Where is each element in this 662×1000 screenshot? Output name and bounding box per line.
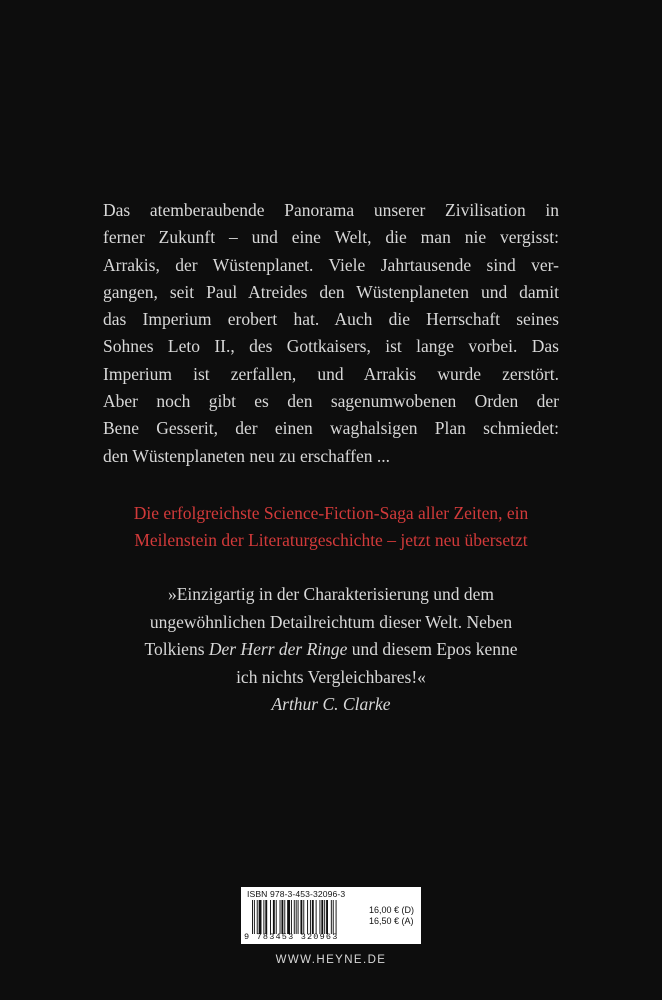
review-quote [60, 581, 602, 719]
tagline-line: Die erfolgreichste Science-Fiction-Saga aller Zeiten, ein [133, 503, 529, 523]
barcode-bar [259, 900, 262, 934]
blurb-line: Aber noch gibt es den sagenumwobenen Orden der [103, 391, 559, 412]
blurb-line: gangen, seit Paul Atreides den Wüstenplaneten und damit [103, 281, 559, 302]
barcode-bar [276, 900, 277, 934]
blurb-line: Arrakis, der Wüstenplanet. Viele Jahrtausende sind ver- [103, 254, 559, 275]
barcode-label [241, 887, 421, 944]
barcode-bar [324, 900, 325, 934]
tagline [60, 500, 602, 555]
blurb-line: Bene Gesserit, der einen waghalsigen Plan schmiedet: [103, 418, 559, 439]
barcode-bar [303, 900, 304, 934]
barcode-bar [310, 900, 311, 934]
barcode-bar [319, 900, 320, 934]
blurb-line: ferner Zukunft – und eine Welt, die man nie vergisst: [103, 227, 559, 248]
barcode-bar [336, 900, 337, 934]
blurb-line: Sohnes Leto II., des Gottkaisers, ist lange vorbei. Das [103, 336, 559, 357]
quote-text: Tolkiens [144, 639, 209, 660]
barcode-bar [287, 900, 290, 934]
barcode-bar [300, 900, 302, 934]
barcode-bar [331, 900, 332, 934]
barcode-bar [284, 900, 285, 934]
barcode-bar [307, 900, 308, 934]
barcode-bar [257, 900, 258, 934]
blurb-line: den Wüstenplaneten neu zu erschaffen ... [103, 445, 391, 466]
blurb-text [103, 197, 559, 470]
barcode-digits: 9 783453 320963 [244, 932, 339, 942]
barcode-bar [296, 900, 297, 934]
barcode-bar [333, 900, 334, 934]
barcode-bar [280, 900, 281, 934]
barcode-bars [252, 900, 364, 934]
blurb-line: Das atemberaubende Panorama unserer Zivilisation in [103, 200, 559, 220]
price-austria: 16,50 € (A) [369, 916, 414, 926]
quote-line: »Einzigartig in der Charakterisierung und dem [167, 584, 495, 604]
barcode-bar [291, 900, 292, 934]
quote-author [60, 691, 602, 719]
barcode-bar [312, 900, 314, 934]
barcode-bar [273, 900, 275, 934]
tagline-line: Meilenstein der Literaturgeschichte – jetzt neu übersetzt [134, 530, 528, 551]
barcode-bar [263, 900, 264, 934]
publisher-website[interactable]: WWW.HEYNE.DE [275, 954, 387, 966]
quote-line: ich nichts Vergleichbares!« [236, 666, 426, 687]
quote-text: und diesem Epos kenne [347, 639, 518, 660]
barcode-bar [326, 900, 328, 934]
barcode-bar [298, 900, 299, 934]
barcode-bar [252, 900, 253, 934]
barcode-bar [265, 900, 267, 934]
barcode-bar [270, 900, 271, 934]
barcode-bar [281, 900, 283, 934]
price-germany: 16,00 € (D) [369, 905, 415, 915]
barcode-bar [316, 900, 317, 934]
book-title: Der Herr der Ringe [208, 639, 348, 660]
barcode-bar [321, 900, 323, 934]
barcode-bar [254, 900, 255, 934]
quote-author-name: Arthur C. Clarke [271, 694, 391, 715]
blurb-line: das Imperium erobert hat. Auch die Herrschaft seines [103, 309, 559, 330]
blurb-line: Imperium ist zerfallen, und Arrakis wurde zerstört. [103, 363, 559, 384]
isbn-number: ISBN 978-3-453-32096-3 [247, 889, 346, 899]
barcode-bar [294, 900, 295, 934]
quote-line [60, 636, 602, 664]
quote-line: ungewöhnlichen Detailreichtum dieser Welt. Neben [149, 611, 513, 632]
